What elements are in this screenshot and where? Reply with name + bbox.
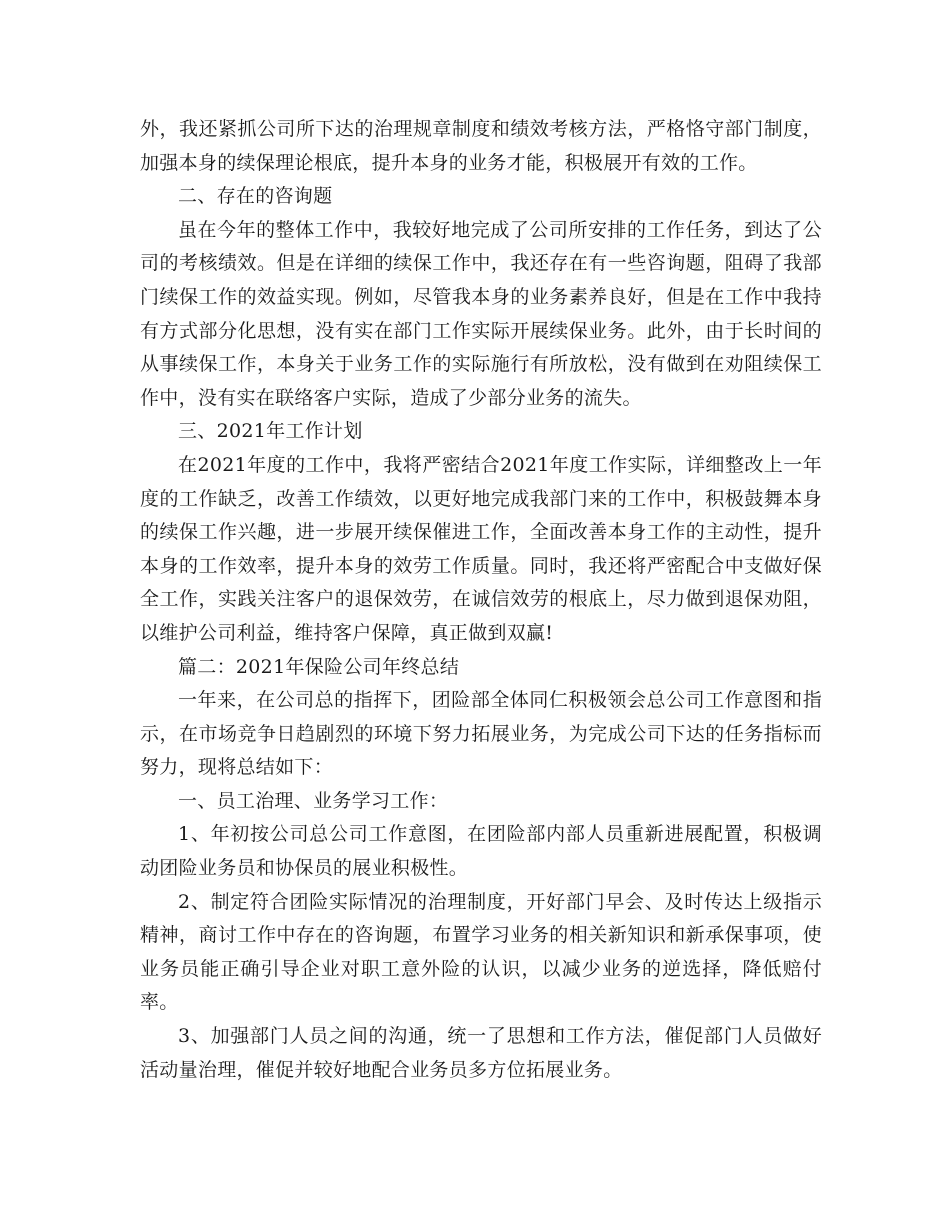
paragraph-item-2: 2、制定符合团险实际情况的治理制度，开好部门早会、及时传达上级指示精神，商讨工作中存在的咨询题，布置学习业务的相关新知识和新承保事项，使业务员能正确引导企业对职工意外险的认识，以减少业务的逆选择，降低赔付率。 <box>140 890 822 1014</box>
section-heading-issues: 二、存在的咨询题 <box>178 185 333 208</box>
article-heading-part-two: 篇二：2021年保险公司年终总结 <box>178 655 460 678</box>
paragraph-intro: 一年来，在公司总的指挥下，团险部全体同仁积极领会总公司工作意图和指示，在市场竞争日趋剧烈的环境下努力拓展业务，为完成公司下达的任务指标而努力，现将总结如下： <box>140 689 822 779</box>
paragraph-continuation: 外，我还紧抓公司所下达的治理规章制度和绩效考核方法，严格恪守部门制度，加强本身的续保理论根底，提升本身的业务才能，积极展开有效的工作。 <box>140 118 822 174</box>
paragraph-item-1: 1、年初按公司总公司工作意图，在团险部内部人员重新进展配置，积极调动团险业务员和协保员的展业积极性。 <box>140 823 822 880</box>
section-heading-plan: 三、2021年工作计划 <box>178 420 363 443</box>
paragraph-plan: 在2021年度的工作中，我将严密结合2021年度工作实际，详细整改上一年度的工作缺乏，改善工作绩效，以更好地完成我部门来的工作中，积极鼓舞本身的续保工作兴趣，进一步展开续保催进工作，全面改善本身工作的主动性，提升本身的工作效率，提升本身的效劳工作质量。同时，我还将严密配合中支做好保全工作，实践关注客户的退保效劳，在诚信效劳的根底上，尽力做到退保劝阻，以维护公司利益，维持客户保障，真正做到双赢! <box>140 453 822 644</box>
paragraph-issues: 虽在今年的整体工作中，我较好地完成了公司所安排的工作任务，到达了公司的考核绩效。但是在详细的续保工作中，我还存在有一些咨询题，阻碍了我部门续保工作的效益实现。例如，尽管我本身的业务素养良好，但是在工作中我持有方式部分化思想，没有实在部门工作实际开展续保业务。此外，由于长时间的从事续保工作，本身关于业务工作的实际施行有所放松，没有做到在劝阻续保工作中，没有实在联络客户实际，造成了少部分业务的流失。 <box>140 218 822 409</box>
section-heading-staff: 一、员工治理、业务学习工作： <box>178 789 449 812</box>
document-body <box>140 113 822 1087</box>
paragraph-item-3: 3、加强部门人员之间的沟通，统一了思想和工作方法，催促部门人员做好活动量治理，催促并较好地配合业务员多方位拓展业务。 <box>140 1025 822 1081</box>
